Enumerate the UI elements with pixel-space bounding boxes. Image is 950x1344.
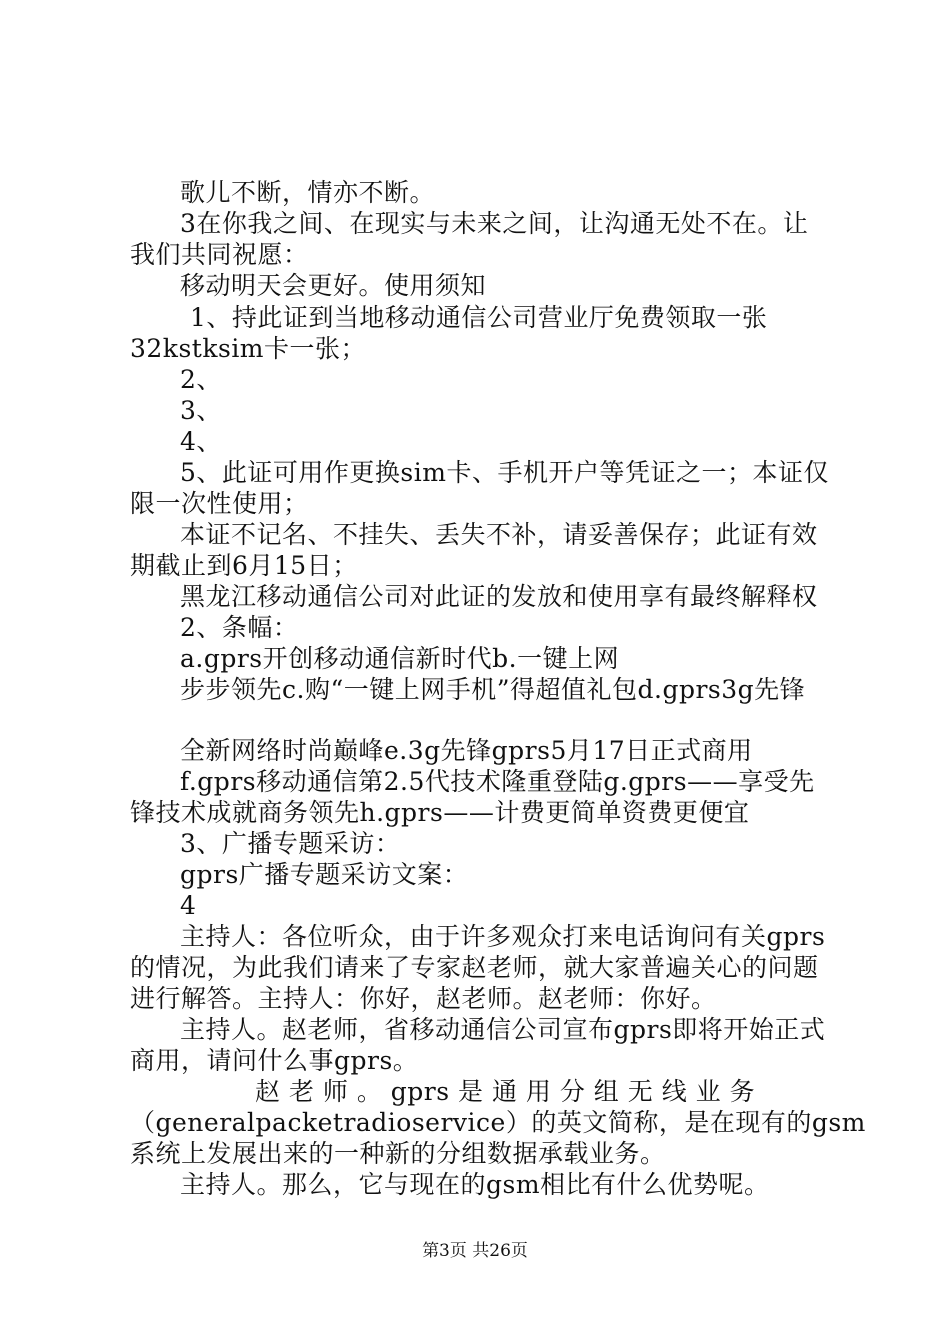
text-line: 3、 xyxy=(180,396,222,425)
text-line: 锋技术成就商务领先h.gprs——计费更简单资费更便宜 xyxy=(130,798,750,827)
text-line: 我们共同祝愿： xyxy=(130,240,309,269)
text-line: 赵 老 师 。 gprs 是 通 用 分 组 无 线 业 务 xyxy=(255,1077,756,1106)
text-line: 移动明天会更好。使用须知 xyxy=(180,271,487,300)
text-line: 4、 xyxy=(180,427,222,456)
text-line: 主持人：各位听众，由于许多观众打来电话询问有关gprs xyxy=(180,922,826,951)
text-line: 进行解答。主持人：你好，赵老师。赵老师：你好。 xyxy=(130,984,717,1013)
text-line: 的情况，为此我们请来了专家赵老师，就大家普遍关心的问题 xyxy=(130,953,819,982)
text-line: 3在你我之间、在现实与未来之间，让沟通无处不在。让 xyxy=(180,209,809,238)
text-line: 2、 xyxy=(180,365,222,394)
text-line: （generalpacketradioservice）的英文简称，是在现有的gsm xyxy=(130,1108,866,1137)
text-line: 主持人。那么，它与现在的gsm相比有什么优势呢。 xyxy=(180,1170,770,1199)
text-line: 期截止到6月15日； xyxy=(130,551,358,580)
text-line: 4 xyxy=(180,891,197,920)
text-line: 商用，请问什么事gprs。 xyxy=(130,1046,419,1075)
text-line: 黑龙江移动通信公司对此证的发放和使用享有最终解释权 xyxy=(180,582,818,611)
text-line: 歌儿不断，情亦不断。 xyxy=(180,178,436,207)
page-number-footer: 第3页 共26页 xyxy=(422,1241,528,1261)
text-line: 主持人。赵老师，省移动通信公司宣布gprs即将开始正式 xyxy=(180,1015,826,1044)
text-line: 5、此证可用作更换sim卡、手机开户等凭证之一；本证仅 xyxy=(180,458,829,487)
text-line: 2、条幅： xyxy=(180,613,299,642)
text-line: 限一次性使用； xyxy=(130,489,309,518)
text-line: 本证不记名、不挂失、丢失不补，请妥善保存；此证有效 xyxy=(180,520,818,549)
text-line: 32kstksim卡一张； xyxy=(130,334,367,363)
text-line: gprs广播专题采访文案： xyxy=(180,860,469,889)
text-line: 系统上发展出来的一种新的分组数据承载业务。 xyxy=(130,1139,666,1168)
text-line: 3、广播专题采访： xyxy=(180,829,401,858)
text-line: 全新网络时尚巅峰e.3g先锋gprs5月17日正式商用 xyxy=(180,736,753,765)
text-line: f.gprs移动通信第2.5代技术隆重登陆g.gprs——享受先 xyxy=(180,767,815,796)
text-line: a.gprs开创移动通信新时代b.一键上网 xyxy=(180,644,620,673)
text-line: 1、持此证到当地移动通信公司营业厅免费领取一张 xyxy=(190,303,768,332)
text-line: 步步领先c.购“一键上网手机”得超值礼包d.gprs3g先锋 xyxy=(180,675,806,704)
